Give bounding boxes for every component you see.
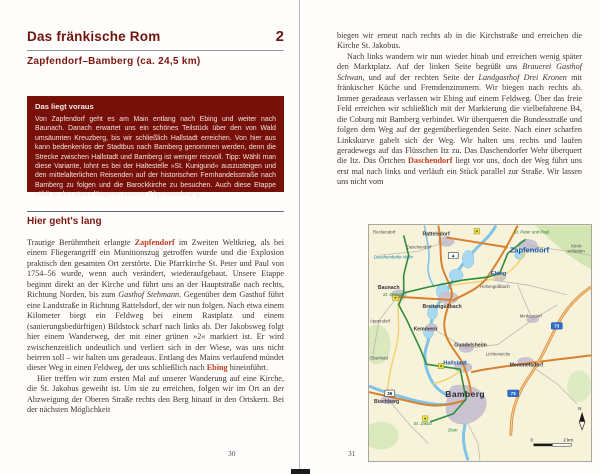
map-label: Dom [448,427,458,433]
road-number: 73 [510,391,516,397]
map-label: Reckendorf [372,229,396,235]
chapter-header [27,28,284,45]
map-label: N [578,405,582,411]
map-label: Hohengüßbach [480,283,510,289]
pilgrim-marker-dot [424,417,426,419]
map-label: Appendorf [369,318,391,324]
scale-bar [552,444,571,447]
lake [449,269,463,281]
chapter-title: Das fränkische Rom [27,29,161,44]
map-label: Gundelsheim [454,342,487,349]
body-paragraph: biegen wir erneut nach rechts ab in die Kirchstraße und erreichen die Kirche St. Jakobus. [337,31,582,51]
map-label: Kirch- [571,243,583,249]
map-label: Bischberg [373,398,400,405]
forest-area [369,422,399,450]
road-shields [382,252,562,397]
chapter-number: 2 [275,28,284,45]
map-label: Breitengüßbach [422,303,462,310]
page-number-right: 31 [348,449,356,458]
map-label: schletten [567,248,585,254]
body-paragraph: Traurige Berühmtheit erlangte Zapfendorf im Zweiten Weltkrieg, als bei einem Fliegerangriff ein Munitionszug getroffen wurde und die Explosion praktisch den gesamten Ort zerstörte. Die Pfarrkirche St. Peter und Paul von 1754–56 wurde, wenn auch verändert, wiederaufgebaut. Unsere Etappe beginnt direkt an der Kirche und führt uns an der Hauptstraße nach rechts, Richtung Norden, bis zum Gasthof Stehmann. Gegenüber dem Gasthof führt eine Landstraße in Richtung Rattelsdorf, der wir nun folgen. Nach etwa einem Kilometer biegt ein Feldweg bei einem Rastplatz und einem (sanierungsbedürftigen) Bildstock scharf nach links ab. Der Jakobsweg folgt hier einem Wanderweg, der mit einer grünen »2« markiert ist. Er wird zwischenzeitlich undeutlich und verliert sich in der Wiese, was uns nicht beirren soll – wir halten uns geradeaus. Entlang des Mains verlaufend mündet dieser Weg in einen Feldweg, der uns schließlich nach Ebing hineinführt. [27,238,284,373]
pilgrim-marker-dot [476,230,478,232]
road-number: 73 [554,323,560,329]
map-label: St. Jakob [413,420,432,426]
scale-bar [534,444,553,447]
map-label: Oberhaid [369,355,388,361]
body-text-right [337,31,582,188]
page-right [300,0,600,474]
gutter-line [299,0,300,474]
route-map [368,224,592,462]
minor-roads [373,241,591,460]
map-label: Hallstadt [443,360,467,367]
lake [462,250,474,268]
map-label: Baunach [377,284,400,291]
major-roads [369,226,591,406]
page-number-left: 30 [228,449,236,458]
route-subtitle: Zapfendorf–Bamberg (ca. 24,5 km) [27,56,201,67]
infobox-heading: Das liegt voraus [35,102,94,111]
map-label: Zapfendorf [509,245,549,255]
map-label: Kemmern [413,326,438,333]
pilgrim-marker-dot [440,365,442,367]
road-number: 4 [451,253,455,259]
road-number: 26 [387,391,393,397]
title-rule [27,50,284,51]
section-rule [27,211,284,212]
map-label: Merkendorf [519,313,542,319]
body-paragraph: Nach links wandern wir nun wieder hinab und erreichen wenig später den Marktplatz. Auf der linken Seite begrüßt uns Brauerei Gasthof Schwan, und auf der rechten Seite der Landgasthof Drei Kronen mit fränkischer Küche und Fremdenzimmern. Wir biegen nach rechts ab. Immer geradeaus verlassen wir Ebing auf einem Feldweg. Über das freie Feld erreichen wir schließlich mit der Markierung die vielbefahrene B4, die Coburg mit Bamberg verbindet. Wir überqueren die Bundesstraße und folgen dem Weg auf der gegenüberliegenden Seite. Nach einer scharfen Linkskurve gabelt sich der Weg. Wir halten uns rechts und laufen geradewegs auf das Flüsschen Itz zu. Das Daschendorfer Wehr überquert die Itz. Das Örtchen Daschendorf liegt vor uns, doch der Weg führt uns erst mal nach links und verläuft ein Stück parallel zur Straße. Wir lassen uns nicht vom [337,51,583,187]
map-label: St. Oswald [382,291,404,297]
infobox [27,96,284,199]
body-text-left [27,238,284,416]
binder-mark [291,469,310,474]
infobox-body: Von Zapfendorf geht es am Main entlang nach Ebing und weiter nach Baunach. Danach erwartet uns ein schönes Teilstück über den von Wald umsäumten Kreuzberg, bis wir schließlich Hallstadt erreichen. Von hier aus kann bedenkenlos der Stadtbus nach Bamberg genommen werden, denn die Strecke zwischen Hallstadt und Bamberg ist weniger reizvoll. Tipp: Wählt man diese Variante, lohnt es bei der Haltestelle »St. Kunigund« auszusteigen und den mittelalterlichen Reisenden auf der historischen Fernhandelsstraße nach Bamberg zu folgen und die Barockkirche zu besuchen. Auch diese Etappe zählt zu den etwas längeren unserer Pilgerwanderung. [35,116,276,199]
map-label: Memmelsdorf [509,362,544,369]
map-label: Daschendorf [406,244,432,250]
section-heading: Hier geht's lang [27,216,102,227]
map-label: Daschendorfer Wehr [373,254,414,260]
map-label: Bamberg [445,389,485,400]
body-paragraph: Hier treffen wir zum ersten Mal auf unserer Wanderung auf eine Kirche, die St. Jakobus geweiht ist. Um sie zu erreichen, folgen wir im Ort an der Abzweigung der Oberen Straße rechts den Berg hinauf in den Ortskern. Bei der nächsten Möglichkeit [27,373,284,415]
map-label: 2 km [563,437,574,443]
map-label: 0 [530,437,534,443]
route-map-svg [369,225,591,461]
map-label: Ebing [490,271,507,278]
map-label: St. Peter und Paul [513,229,550,235]
map-label: Rattelsdorf [422,231,450,238]
map-label: Lichteneiche [485,351,511,357]
